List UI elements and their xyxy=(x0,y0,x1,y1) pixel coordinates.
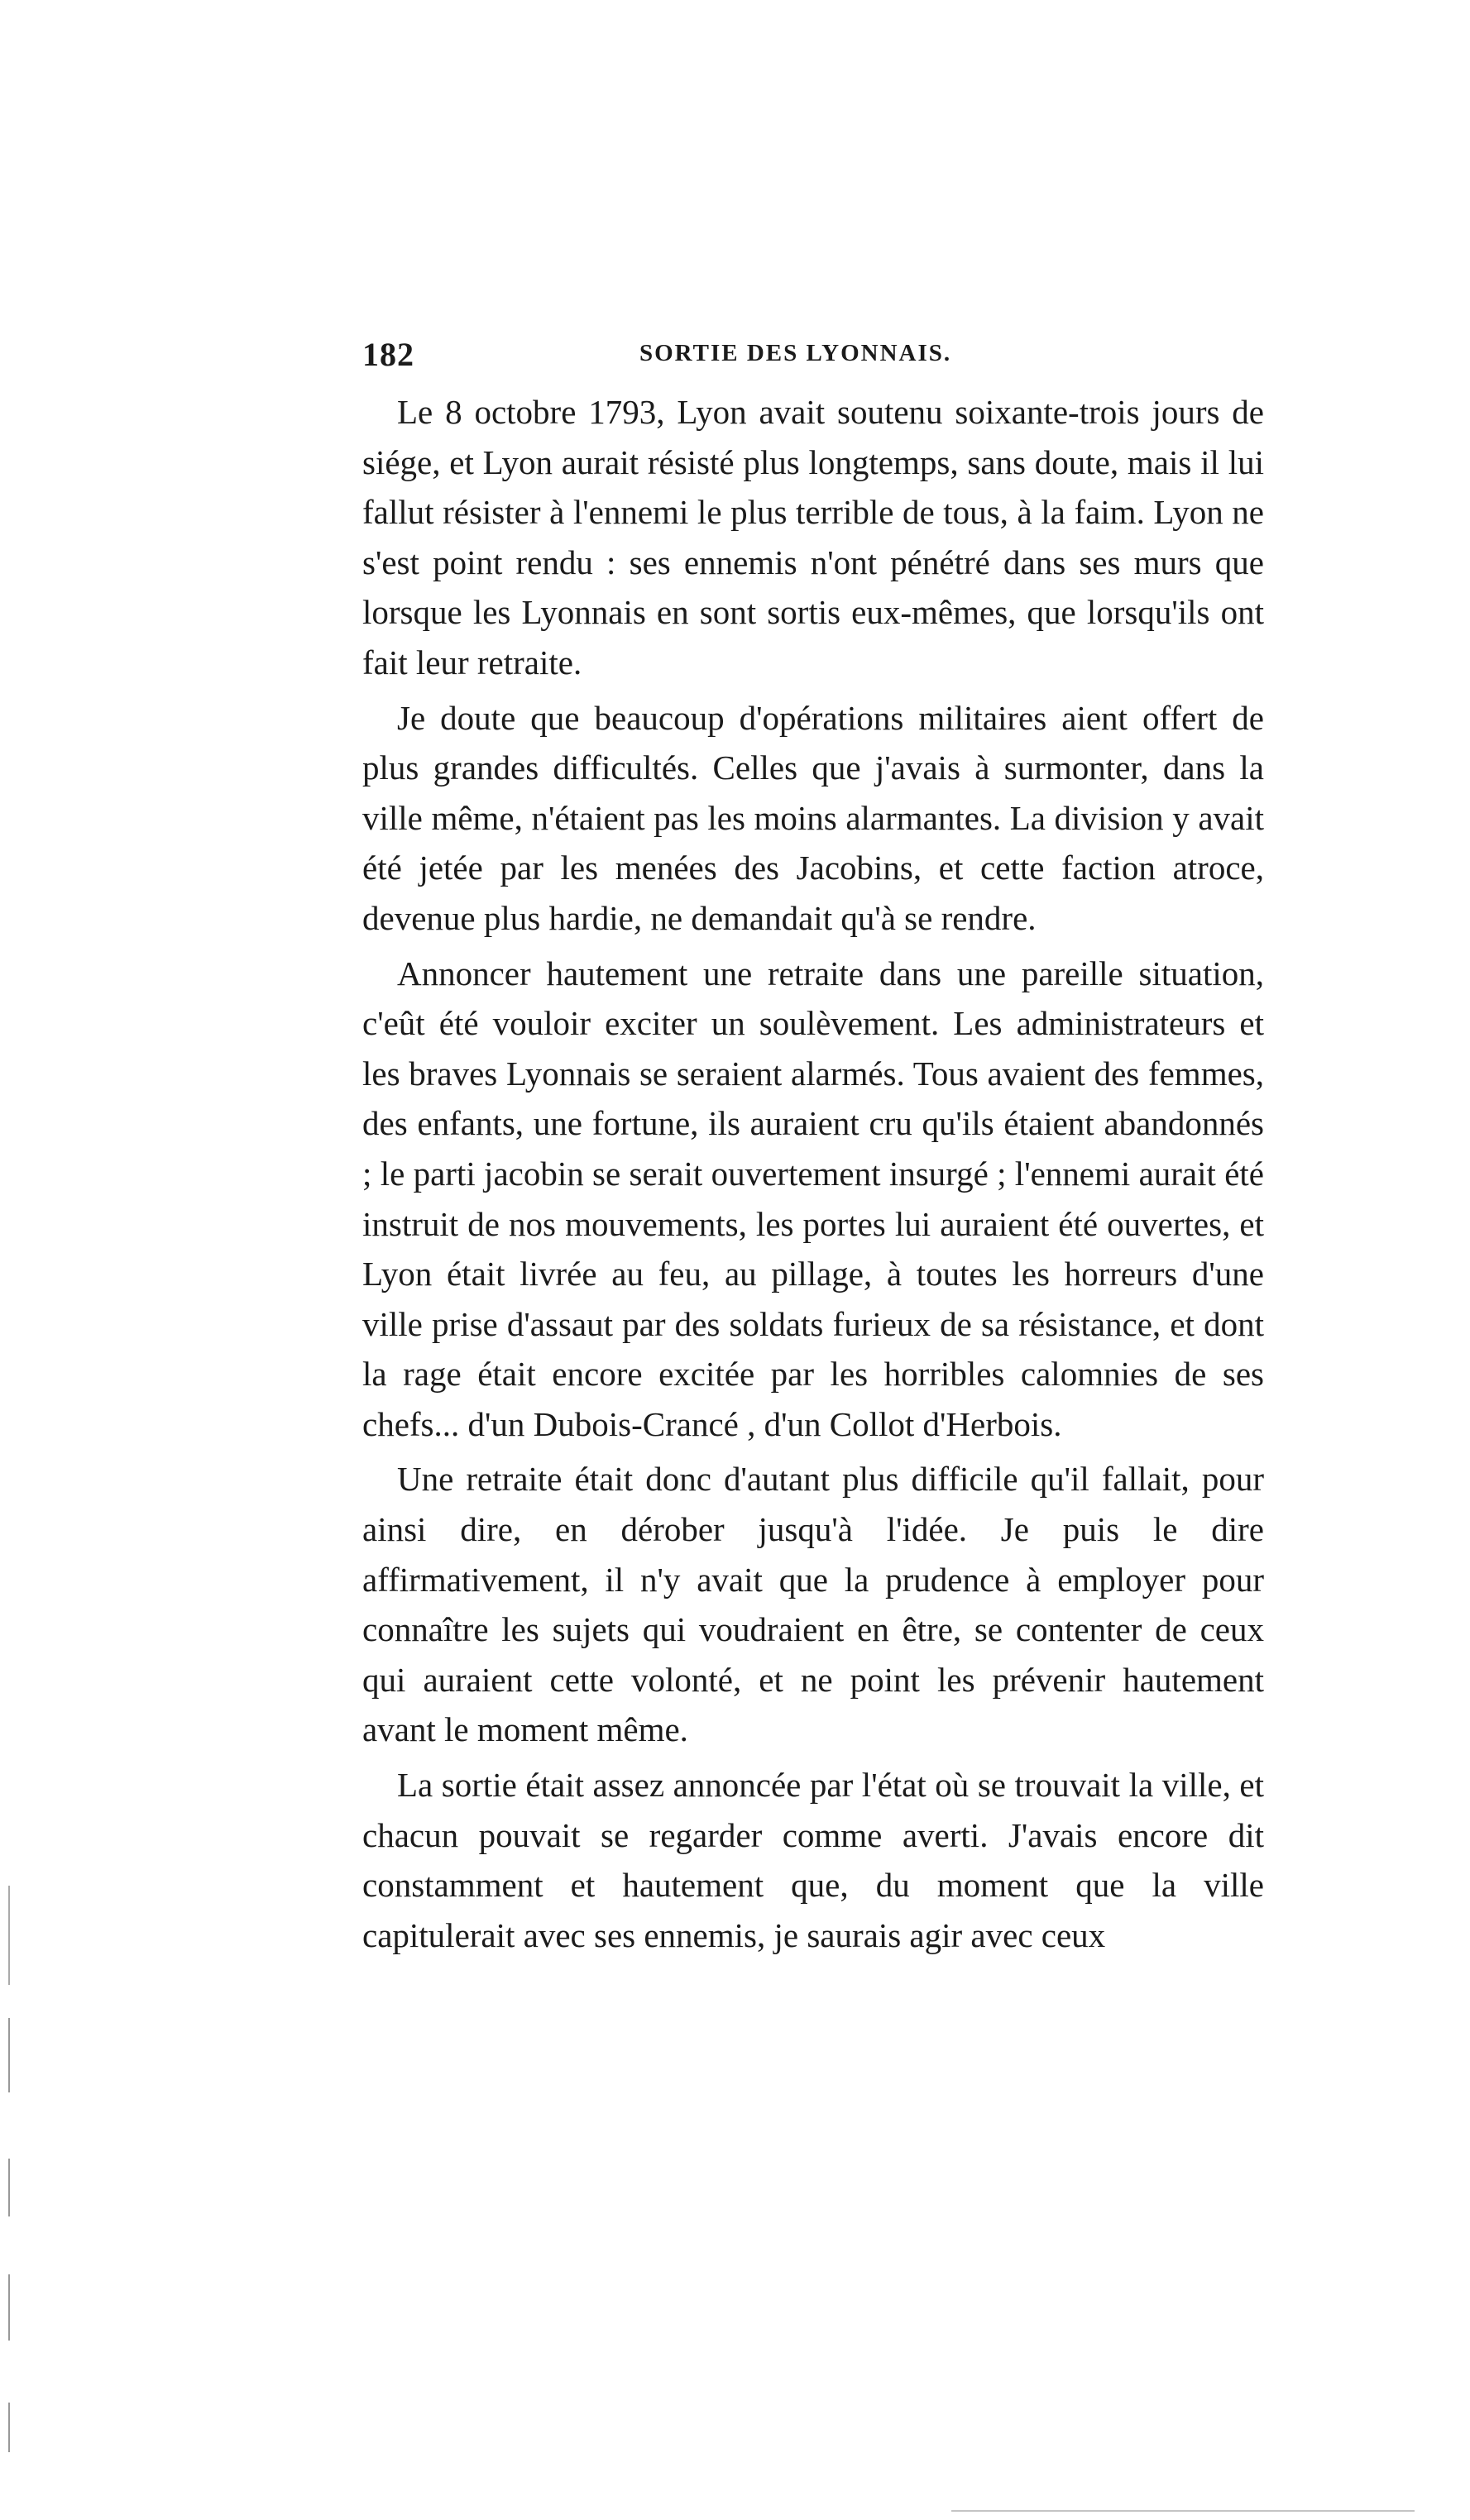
page-header xyxy=(362,335,1272,385)
paragraph: Le 8 octobre 1793, Lyon avait soutenu soixante-trois jours de siége, et Lyon aurait résisté plus longtemps, sans doute, mais il lui fallut résister à l'ennemi le plus terrible de tous, à la faim. Lyon ne s'est point rendu : ses ennemis n'ont pénétré dans ses murs que lorsque les Lyonnais en sont sortis eux-mêmes, que lorsqu'ils ont fait leur retraite. xyxy=(362,393,1264,681)
paragraph: La sortie était assez annoncée par l'état où se trouvait la ville, et chacun pouvait se regarder comme averti. J'avais encore dit constamment et hautement que, du moment que la ville capitulerait avec ses ennemis, je saurais agir avec ceux xyxy=(362,1766,1264,1954)
body-text xyxy=(362,387,1264,1965)
scan-mark xyxy=(8,2274,10,2341)
scan-mark xyxy=(951,2510,1415,2512)
scan-mark xyxy=(8,2018,10,2092)
page-number: 182 xyxy=(362,336,414,373)
running-head: SORTIE DES LYONNAIS. xyxy=(639,340,952,366)
paragraph: Annoncer hautement une retraite dans une pareille situation, c'eût été vouloir exciter un soulèvement. Les administrateurs et les braves Lyonnais se seraient alarmés. Tous avaient des femmes, des enfants, une fortune, ils auraient cru qu'ils étaient abandonnés ; le parti jacobin se serait ouvertement insurgé ; l'ennemi aurait été instruit de nos mouvements, les portes lui auraient été ouvertes, et Lyon était livrée au feu, au pillage, à toutes les horreurs d'une ville prise d'assaut par des soldats furieux de sa résistance, et dont la rage était encore excitée par les horribles calomnies de ses chefs... d'un Dubois-Crancé , d'un Collot d'Herbois. xyxy=(362,954,1264,1443)
paragraph: Je doute que beaucoup d'opérations militaires aient offert de plus grandes difficultés. Celles que j'avais à surmonter, dans la ville même, n'étaient pas les moins alarmantes. La division y avait été jetée par les menées des Jacobins, et cette faction atroce, devenue plus hardie, ne demandait qu'à se rendre. xyxy=(362,698,1264,937)
paragraph: Une retraite était donc d'autant plus difficile qu'il fallait, pour ainsi dire, en dérober jusqu'à l'idée. Je puis le dire affirmativement, il n'y avait que la prudence à employer pour connaître les sujets qui voudraient en être, se contenter de ceux qui auraient cette volonté, et ne point les prévenir hautement avant le moment même. xyxy=(362,1460,1264,1749)
scan-mark xyxy=(8,2403,10,2452)
scan-mark xyxy=(8,2159,10,2216)
scan-mark xyxy=(8,1886,10,1985)
